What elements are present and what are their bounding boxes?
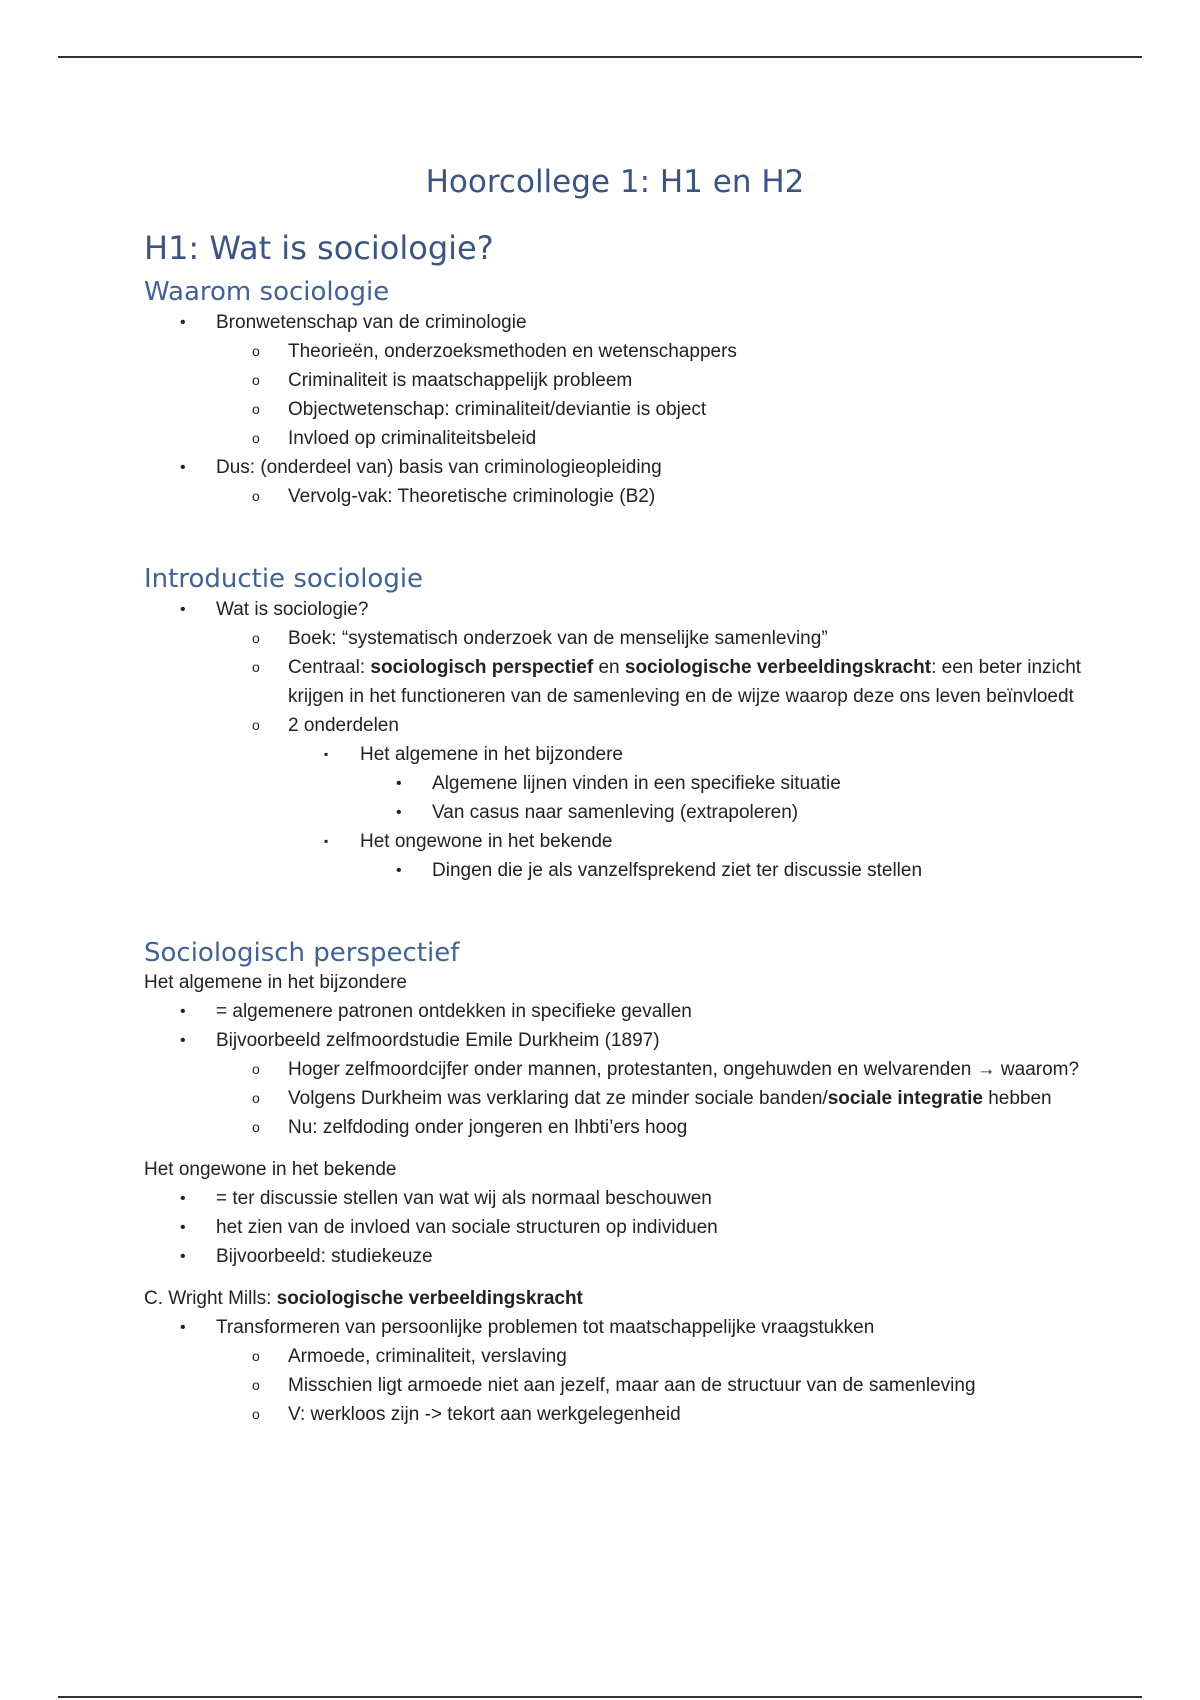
disc-bullet: • <box>180 1003 186 1020</box>
circle-bullet: o <box>252 659 260 675</box>
bullet-list <box>144 1313 1084 1429</box>
list-item: • Algemene lijnen vinden in een specifieke situatie <box>144 769 1084 798</box>
list-item: o Hoger zelfmoordcijfer onder mannen, protestanten, ongehuwden en welvarenden → waarom? <box>144 1055 1084 1084</box>
list-item: o Criminaliteit is maatschappelijk probleem <box>144 366 1084 395</box>
list-item: o V: werkloos zijn -> tekort aan werkgelegenheid <box>144 1400 1084 1429</box>
circle-bullet: o <box>252 1406 260 1422</box>
circle-bullet: o <box>252 430 260 446</box>
bottom-rule <box>58 1696 1142 1698</box>
circle-bullet: o <box>252 1348 260 1364</box>
circle-bullet: o <box>252 717 260 733</box>
list-item: ▪ Het algemene in het bijzondere <box>144 740 1084 769</box>
list-item: • Bronwetenschap van de criminologie <box>144 308 1084 337</box>
square-bullet: ▪ <box>324 747 329 761</box>
list-item: • = algemenere patronen ontdekken in specifieke gevallen <box>144 997 1084 1026</box>
section-heading-perspectief: Sociologisch perspectief <box>144 938 460 968</box>
paragraph: Het ongewone in het bekende <box>144 1159 397 1180</box>
list-item: • Dingen die je als vanzelfsprekend ziet ter discussie stellen <box>144 856 1084 885</box>
circle-bullet: o <box>252 343 260 359</box>
paragraph: C. Wright Mills: sociologische verbeeldingskracht <box>144 1288 583 1309</box>
bullet-list <box>144 997 1084 1142</box>
disc-bullet: • <box>396 775 402 792</box>
disc-bullet: • <box>180 1219 186 1236</box>
circle-bullet: o <box>252 1061 260 1077</box>
list-item: o Misschien ligt armoede niet aan jezelf, maar aan de structuur van de samenleving <box>144 1371 1084 1400</box>
circle-bullet: o <box>252 488 260 504</box>
list-item: • = ter discussie stellen van wat wij als normaal beschouwen <box>144 1184 1084 1213</box>
document-title: Hoorcollege 1: H1 en H2 <box>425 164 805 200</box>
list-item: o Theorieën, onderzoeksmethoden en wetenschappers <box>144 337 1084 366</box>
bullet-list <box>144 1184 1084 1271</box>
disc-bullet: • <box>180 1248 186 1265</box>
circle-bullet: o <box>252 401 260 417</box>
circle-bullet: o <box>252 1090 260 1106</box>
paragraph: Het algemene in het bijzondere <box>144 972 408 993</box>
document-body <box>144 226 1084 1429</box>
disc-bullet: • <box>180 1032 186 1049</box>
list-item: • Bijvoorbeeld: studiekeuze <box>144 1242 1084 1271</box>
circle-bullet: o <box>252 372 260 388</box>
circle-bullet: o <box>252 1377 260 1393</box>
chapter-heading: H1: Wat is sociologie? <box>144 229 494 267</box>
top-rule <box>58 56 1142 58</box>
list-item: ▪ Het ongewone in het bekende <box>144 827 1084 856</box>
list-item: o Boek: “systematisch onderzoek van de menselijke samenleving” <box>144 624 1084 653</box>
disc-bullet: • <box>396 862 402 879</box>
list-item: o Centraal: sociologisch perspectief en sociologische verbeeldingskracht: een beter inzicht krijgen in het functioneren van de samenleving en de wijze waarop deze ons leven beïnvloedt <box>144 653 1084 711</box>
disc-bullet: • <box>180 1319 186 1336</box>
list-item: • Dus: (onderdeel van) basis van criminologieopleiding <box>144 453 1084 482</box>
section-heading-waarom: Waarom sociologie <box>144 277 390 307</box>
disc-bullet: • <box>180 1190 186 1207</box>
list-item: o Armoede, criminaliteit, verslaving <box>144 1342 1084 1371</box>
list-item: • Bijvoorbeeld zelfmoordstudie Emile Durkheim (1897) <box>144 1026 1084 1055</box>
list-item: o Vervolg-vak: Theoretische criminologie (B2) <box>144 482 1084 511</box>
disc-bullet: • <box>396 804 402 821</box>
list-item: • Wat is sociologie? <box>144 595 1084 624</box>
list-item: o Objectwetenschap: criminaliteit/deviantie is object <box>144 395 1084 424</box>
square-bullet: ▪ <box>324 834 329 848</box>
list-item: • Van casus naar samenleving (extrapoleren) <box>144 798 1084 827</box>
disc-bullet: • <box>180 459 186 476</box>
list-item: o 2 onderdelen <box>144 711 1084 740</box>
list-item: o Volgens Durkheim was verklaring dat ze minder sociale banden/sociale integratie hebben <box>144 1084 1084 1113</box>
list-item: o Invloed op criminaliteitsbeleid <box>144 424 1084 453</box>
list-item: o Nu: zelfdoding onder jongeren en lhbti’ers hoog <box>144 1113 1084 1142</box>
bullet-list <box>144 308 1084 511</box>
list-item: • het zien van de invloed van sociale structuren op individuen <box>144 1213 1084 1242</box>
disc-bullet: • <box>180 314 186 331</box>
disc-bullet: • <box>180 601 186 618</box>
circle-bullet: o <box>252 630 260 646</box>
circle-bullet: o <box>252 1119 260 1135</box>
section-heading-introductie: Introductie sociologie <box>144 564 424 594</box>
bullet-list <box>144 595 1084 885</box>
list-item: • Transformeren van persoonlijke problemen tot maatschappelijke vraagstukken <box>144 1313 1084 1342</box>
